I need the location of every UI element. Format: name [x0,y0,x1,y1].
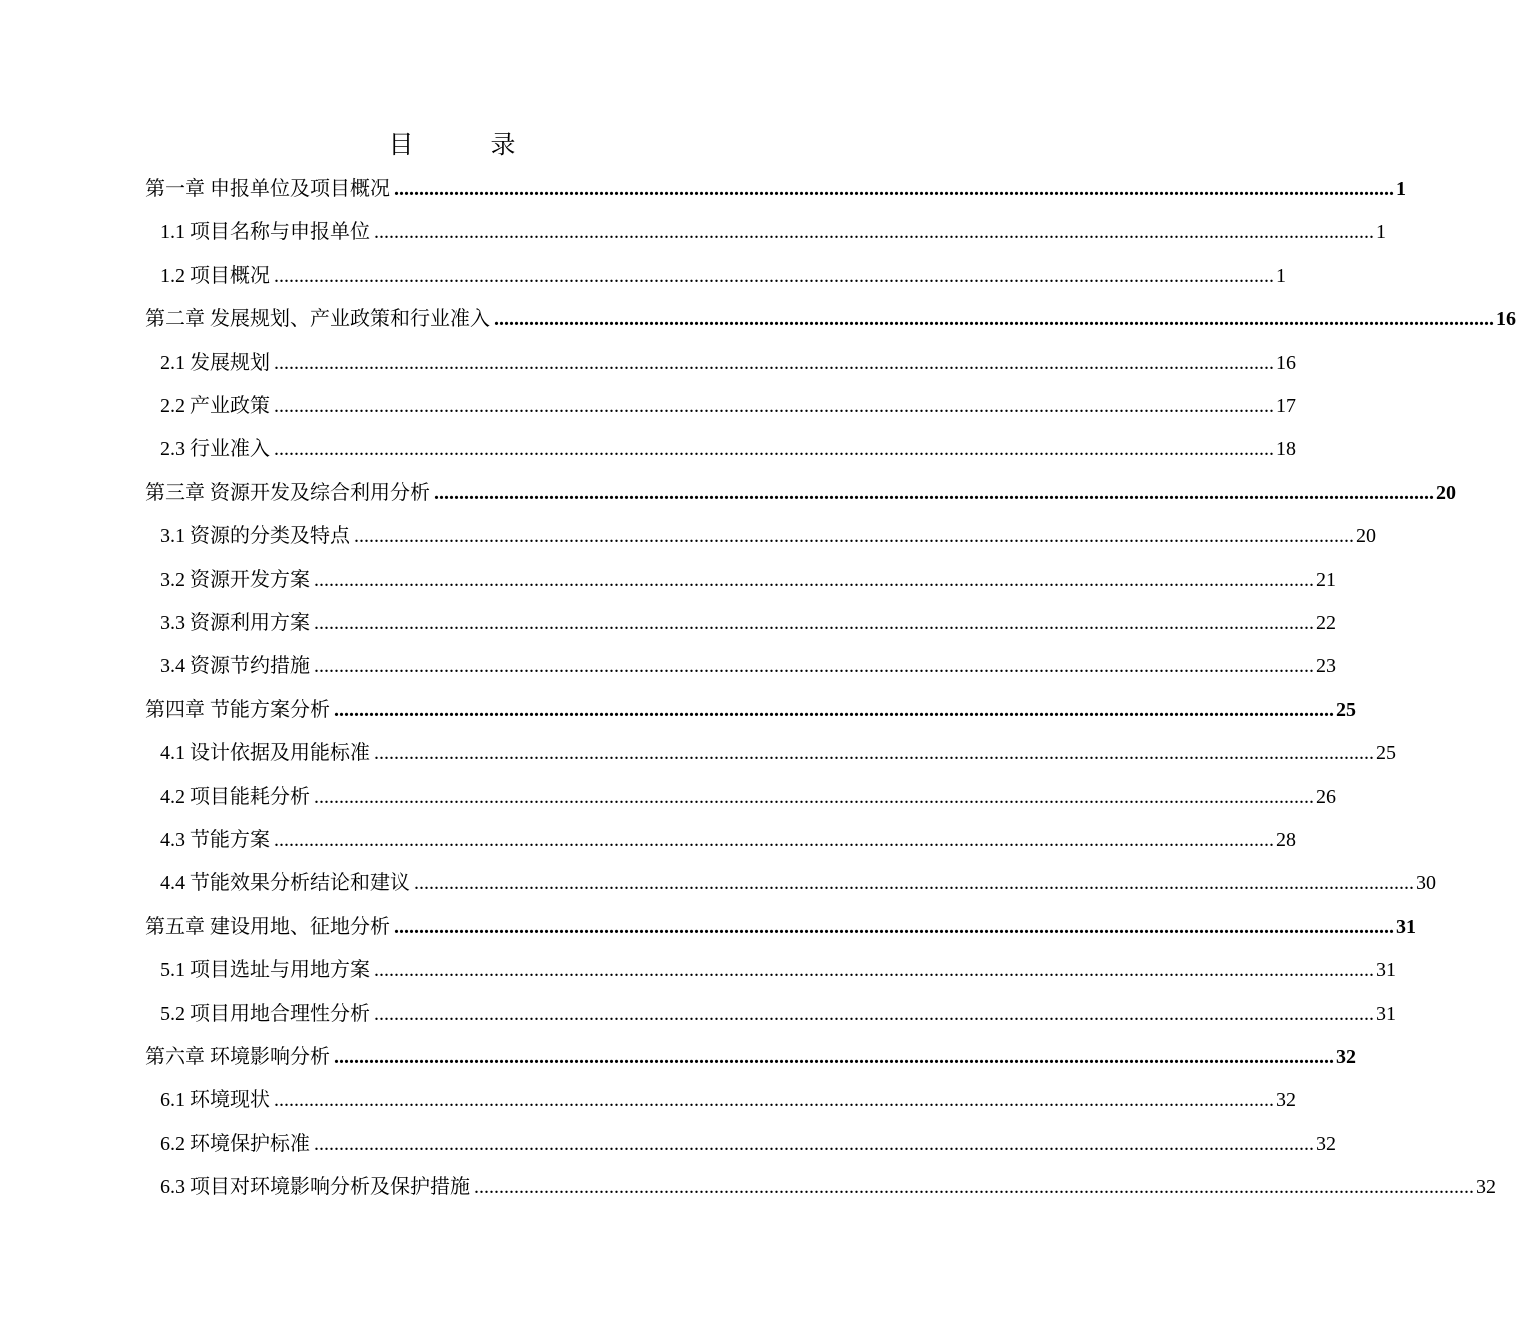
toc-entry-label: 第五章 建设用地、征地分析 [145,915,390,938]
toc-leader-dots: ........................................................................................................................................................................................................ [374,959,1374,982]
toc-leader-dots: ........................................................................................................................................................................................................ [314,785,1314,808]
toc-entry-label: 6.2 环境保护标准 [160,1132,310,1155]
toc-leader-dots: ........................................................................................................................................................................................................ [274,1089,1274,1112]
toc-page-number: 26 [1316,785,1336,808]
toc-section-entry[interactable] [160,521,1376,551]
toc-entry-label: 第四章 节能方案分析 [145,698,330,721]
toc-page-number: 32 [1336,1046,1356,1068]
toc-chapter-entry[interactable] [145,1042,1356,1072]
toc-page-number: 25 [1336,698,1356,721]
toc-page-number: 18 [1276,438,1296,461]
toc-leader-dots: ........................................................................................................................................................................................................ [314,612,1314,634]
toc-section-entry[interactable] [160,868,1436,898]
toc-section-entry[interactable] [160,434,1296,464]
toc-section-entry[interactable] [160,825,1296,855]
toc-section-entry[interactable] [160,651,1336,681]
toc-entry-label: 3.2 资源开发方案 [160,568,310,591]
toc-page-number: 31 [1376,1002,1396,1025]
toc-entry-label: 6.3 项目对环境影响分析及保护措施 [160,1176,470,1199]
toc-entry-label: 3.3 资源利用方案 [160,612,310,634]
toc-entry-label: 1.2 项目概况 [160,264,270,287]
toc-leader-dots: ........................................................................................................................................................................................................ [474,1176,1474,1199]
toc-leader-dots: ........................................................................................................................................................................................................ [274,351,1274,374]
toc-section-entry[interactable] [160,999,1396,1029]
toc-page-number: 20 [1436,481,1456,504]
toc-section-entry[interactable] [160,391,1296,421]
toc-leader-dots: ........................................................................................................................................................................................................ [274,395,1274,417]
toc-page-number: 32 [1476,1176,1496,1199]
toc-chapter-entry[interactable] [145,478,1456,508]
toc-section-entry[interactable] [160,348,1296,378]
toc-section-entry[interactable] [160,217,1386,247]
toc-entry-label: 4.2 项目能耗分析 [160,785,310,808]
toc-title: 目 录 [388,130,542,159]
toc-leader-dots: ........................................................................................................................................................................................................ [434,481,1434,504]
toc-entry-label: 第六章 环境影响分析 [145,1046,330,1068]
toc-page-number: 1 [1396,178,1406,200]
toc-page-number: 1 [1276,264,1286,287]
toc-section-entry[interactable] [160,608,1336,638]
toc-section-entry[interactable] [160,261,1286,291]
toc-section-entry[interactable] [160,782,1336,812]
toc-entry-label: 2.3 行业准入 [160,438,270,461]
toc-page-number: 16 [1276,351,1296,374]
toc-leader-dots: ........................................................................................................................................................................................................ [334,1046,1334,1068]
toc-leader-dots: ........................................................................................................................................................................................................ [314,568,1314,591]
toc-page-number: 17 [1276,395,1296,417]
toc-page-number: 32 [1276,1089,1296,1112]
toc-leader-dots: ........................................................................................................................................................................................................ [494,308,1494,331]
toc-entry-label: 4.1 设计依据及用能标准 [160,742,370,765]
toc-chapter-entry[interactable] [145,912,1416,942]
toc-page-number: 16 [1496,308,1516,331]
toc-leader-dots: ........................................................................................................................................................................................................ [374,742,1374,765]
toc-chapter-entry[interactable] [145,174,1406,204]
toc-section-entry[interactable] [160,955,1396,985]
toc-page-number: 31 [1396,915,1416,938]
toc-section-entry[interactable] [160,1172,1496,1202]
toc-chapter-entry[interactable] [145,695,1356,725]
toc-entry-label: 2.2 产业政策 [160,395,270,417]
toc-entry-label: 3.1 资源的分类及特点 [160,525,350,548]
toc-section-entry[interactable] [160,1085,1296,1115]
toc-leader-dots: ........................................................................................................................................................................................................ [314,1132,1314,1155]
toc-entry-label: 1.1 项目名称与申报单位 [160,221,370,244]
toc-page-number: 20 [1356,525,1376,548]
toc-entry-label: 第一章 申报单位及项目概况 [145,178,390,200]
toc-leader-dots: ........................................................................................................................................................................................................ [334,698,1334,721]
toc-chapter-entry[interactable] [145,304,1516,334]
toc-section-entry[interactable] [160,1129,1336,1159]
toc-entry-label: 4.4 节能效果分析结论和建议 [160,872,410,895]
toc-entry-label: 第三章 资源开发及综合利用分析 [145,481,430,504]
toc-leader-dots: ........................................................................................................................................................................................................ [374,1002,1374,1025]
toc-entry-label: 2.1 发展规划 [160,351,270,374]
toc-page-number: 31 [1376,959,1396,982]
toc-section-entry[interactable] [160,738,1396,768]
toc-page-number: 1 [1376,221,1386,244]
toc-leader-dots: ........................................................................................................................................................................................................ [394,178,1394,200]
toc-section-entry[interactable] [160,565,1336,595]
toc-leader-dots: ........................................................................................................................................................................................................ [394,915,1394,938]
toc-entry-label: 4.3 节能方案 [160,829,270,851]
toc-entry-label: 6.1 环境现状 [160,1089,270,1112]
toc-leader-dots: ........................................................................................................................................................................................................ [274,438,1274,461]
toc-leader-dots: ........................................................................................................................................................................................................ [354,525,1354,548]
toc-leader-dots: ........................................................................................................................................................................................................ [374,221,1374,244]
toc-entry-label: 第二章 发展规划、产业政策和行业准入 [145,308,490,331]
toc-entry-label: 3.4 资源节约措施 [160,655,310,678]
toc-entry-label: 5.1 项目选址与用地方案 [160,959,370,982]
toc-leader-dots: ........................................................................................................................................................................................................ [274,264,1274,287]
toc-leader-dots: ........................................................................................................................................................................................................ [274,829,1274,851]
toc-page-number: 25 [1376,742,1396,765]
toc-leader-dots: ........................................................................................................................................................................................................ [314,655,1314,678]
toc-leader-dots: ........................................................................................................................................................................................................ [414,872,1414,895]
toc-page-number: 21 [1316,568,1336,591]
toc-page-number: 28 [1276,829,1296,851]
toc-page-number: 30 [1416,872,1436,895]
toc-page-number: 22 [1316,612,1336,634]
toc-page-number: 32 [1316,1132,1336,1155]
toc-entry-label: 5.2 项目用地合理性分析 [160,1002,370,1025]
toc-page-number: 23 [1316,655,1336,678]
